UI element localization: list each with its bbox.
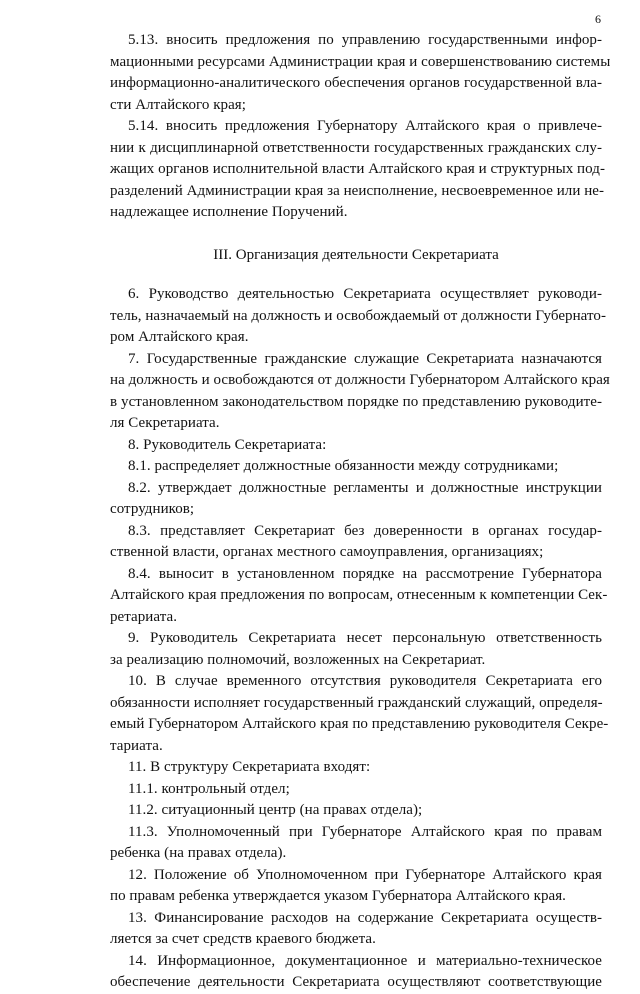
paragraph-line: 10. В случае временного отсутствия руководителя Секретариата его	[128, 673, 602, 689]
paragraph	[110, 116, 605, 224]
paragraph-line: мационными ресурсами Администрации края и совершенствованию системы	[110, 53, 611, 70]
paragraph-line: тариата.	[110, 737, 163, 754]
paragraph	[110, 908, 602, 951]
paragraph	[110, 478, 602, 521]
paragraph-line: нии к дисциплинарной ответственности государственных гражданских слу-	[110, 139, 602, 156]
paragraph-line: 13. Финансирование расходов на содержание Секретариата осуществ-	[128, 909, 602, 926]
paragraph	[110, 628, 602, 671]
paragraph	[110, 951, 602, 994]
paragraph-line: на должность и освобождаются от должности Губернатором Алтайского края	[110, 372, 610, 388]
paragraph-line: сти Алтайского края;	[110, 96, 246, 113]
paragraph-line: жащих органов исполнительной власти Алтайского края и структурных под-	[110, 161, 605, 177]
paragraph	[110, 671, 609, 757]
paragraphs-bottom	[110, 284, 610, 994]
paragraph	[110, 435, 602, 457]
paragraph-line: ром Алтайского края.	[110, 329, 249, 345]
paragraph-line: надлежащее исполнение Поручений.	[110, 204, 348, 220]
paragraph-line: разделений Администрации края за неисполнение, несвоевременное или не-	[110, 182, 605, 199]
paragraph-line: за реализацию полномочий, возложенных на Секретариат.	[110, 651, 486, 668]
paragraph-line: обязанности исполняет государственный гражданский служащий, определя-	[110, 694, 603, 711]
paragraph-line: 14. Информационное, документационное и материально-техническое	[128, 952, 602, 969]
paragraph-line: ственной власти, органах местного самоуправления, организациях;	[110, 544, 544, 560]
paragraph-line: ретариата.	[110, 608, 177, 625]
paragraph-line: 8. Руководитель Секретариата:	[128, 436, 327, 453]
paragraph-line: 11.3. Уполномоченный при Губернаторе Алтайского края по правам	[128, 823, 602, 840]
section-heading: III. Организация деятельности Секретариата	[213, 246, 499, 263]
paragraph	[110, 349, 610, 435]
paragraph	[110, 779, 602, 801]
paragraph-line: тель, назначаемый на должность и освобождаемый от должности Губернато-	[110, 307, 606, 324]
paragraph	[110, 800, 602, 822]
paragraph-line: ля Секретариата.	[110, 415, 220, 431]
paragraph-line: по правам ребенка утверждается указом Губернатора Алтайского края.	[110, 888, 566, 904]
paragraph	[110, 521, 602, 564]
paragraph-line: 8.3. представляет Секретариат без доверенности в органах государ-	[128, 522, 602, 539]
paragraph-line: 5.14. вносить предложения Губернатору Алтайского края о привлече-	[128, 118, 602, 134]
paragraph-line: в установленном законодательством порядке по представлению руководите-	[110, 393, 602, 410]
paragraph-line: обеспечение деятельности Секретариата осуществляют соответствующие	[110, 974, 602, 990]
paragraphs-top	[110, 30, 611, 224]
paragraph-line: 9. Руководитель Секретариата несет персональную ответственность	[128, 630, 602, 646]
paragraph-line: сотрудников;	[110, 501, 195, 517]
paragraph	[110, 284, 606, 349]
paragraph-line: емый Губернатором Алтайского края по представлению руководителя Секре-	[110, 716, 609, 732]
paragraph-line: 11. В структуру Секретариата входят:	[128, 759, 371, 775]
paragraph-line: 8.1. распределяет должностные обязанности между сотрудниками;	[128, 458, 559, 474]
paragraph	[110, 564, 608, 629]
paragraph-line: 8.2. утверждает должностные регламенты и должностные инструкции	[128, 479, 602, 496]
paragraph-line: 7. Государственные гражданские служащие Секретариата назначаются	[128, 350, 602, 367]
paragraph-line: 12. Положение об Уполномоченном при Губернаторе Алтайского края	[128, 866, 602, 883]
paragraph-line: 5.13. вносить предложения по управлению государственными инфор-	[128, 32, 602, 48]
paragraph-line: 8.4. выносит в установленном порядке на рассмотрение Губернатора	[128, 565, 602, 582]
paragraph	[110, 30, 611, 116]
paragraph	[110, 456, 602, 478]
paragraph	[110, 865, 602, 908]
paragraph	[110, 757, 602, 779]
document-body	[110, 30, 611, 994]
paragraph	[110, 822, 602, 865]
paragraph-line: Алтайского края предложения по вопросам, отнесенным к компетенции Сек-	[110, 587, 608, 603]
page-number: 6	[595, 12, 601, 26]
paragraph-line: информационно-аналитического обеспечения органов государственной вла-	[110, 75, 602, 91]
paragraph-line: ребенка (на правах отдела).	[110, 845, 287, 861]
paragraph-line: 11.2. ситуационный центр (на правах отдела);	[128, 802, 423, 818]
paragraph-line: 11.1. контрольный отдел;	[128, 780, 290, 797]
paragraph-line: 6. Руководство деятельностью Секретариата осуществляет руководи-	[128, 286, 602, 302]
paragraph-line: ляется за счет средств краевого бюджета.	[110, 931, 376, 947]
